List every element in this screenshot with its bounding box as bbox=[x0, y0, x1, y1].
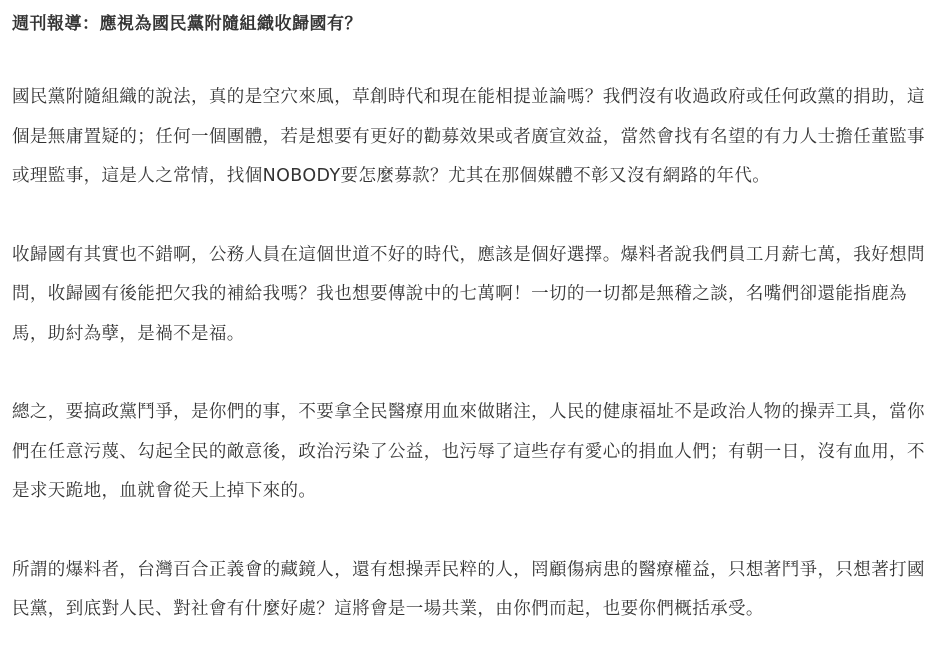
article bbox=[12, 6, 930, 630]
paragraph-2: 收歸國有其實也不錯啊，公務人員在這個世道不好的時代，應該是個好選擇。爆料者說我們員工月薪七萬，我好想問問，收歸國有後能把欠我的補給我嗎？我也想要傳說中的七萬啊！一切的一切都是無稽之談，名嘴們卻還能指鹿為馬，助紂為孽，是禍不是福。 bbox=[12, 244, 925, 344]
spacer bbox=[12, 42, 930, 78]
paragraph-4: 所謂的爆料者，台灣百合正義會的藏鏡人，還有想操弄民粹的人，罔顧傷病患的醫療權益，只想著鬥爭，只想著打國民黨，到底對人民、對社會有什麼好處？這將會是一場共業，由你們而起，也要你們概括承受。 bbox=[12, 559, 925, 619]
spacer bbox=[12, 197, 930, 236]
spacer bbox=[12, 354, 930, 393]
spacer bbox=[12, 512, 930, 551]
article-title: 週刊報導：應視為國民黨附隨組織收歸國有？ bbox=[12, 14, 362, 34]
paragraph-3: 總之，要搞政黨鬥爭，是你們的事，不要拿全民醫療用血來做賭注，人民的健康福址不是政治人物的操弄工具，當你們在任意污蔑、勾起全民的敵意後，政治污染了公益，也污辱了這些存有愛心的捐血人們；有朝一日，沒有血用，不是求天跪地，血就會從天上掉下來的。 bbox=[12, 402, 925, 501]
paragraph-1: 國民黨附隨組織的說法，真的是空穴來風，草創時代和現在能相提並論嗎？我們沒有收過政府或任何政黨的捐助，這個是無庸置疑的；任何一個團體，若是想要有更好的勸募效果或者廣宣效益，當然會找有名望的有力人士擔任董監事或理監事，這是人之常情，找個NOBODY要怎麼募款？尤其在那個媒體不彰又沒有網路的年代。 bbox=[12, 87, 925, 186]
